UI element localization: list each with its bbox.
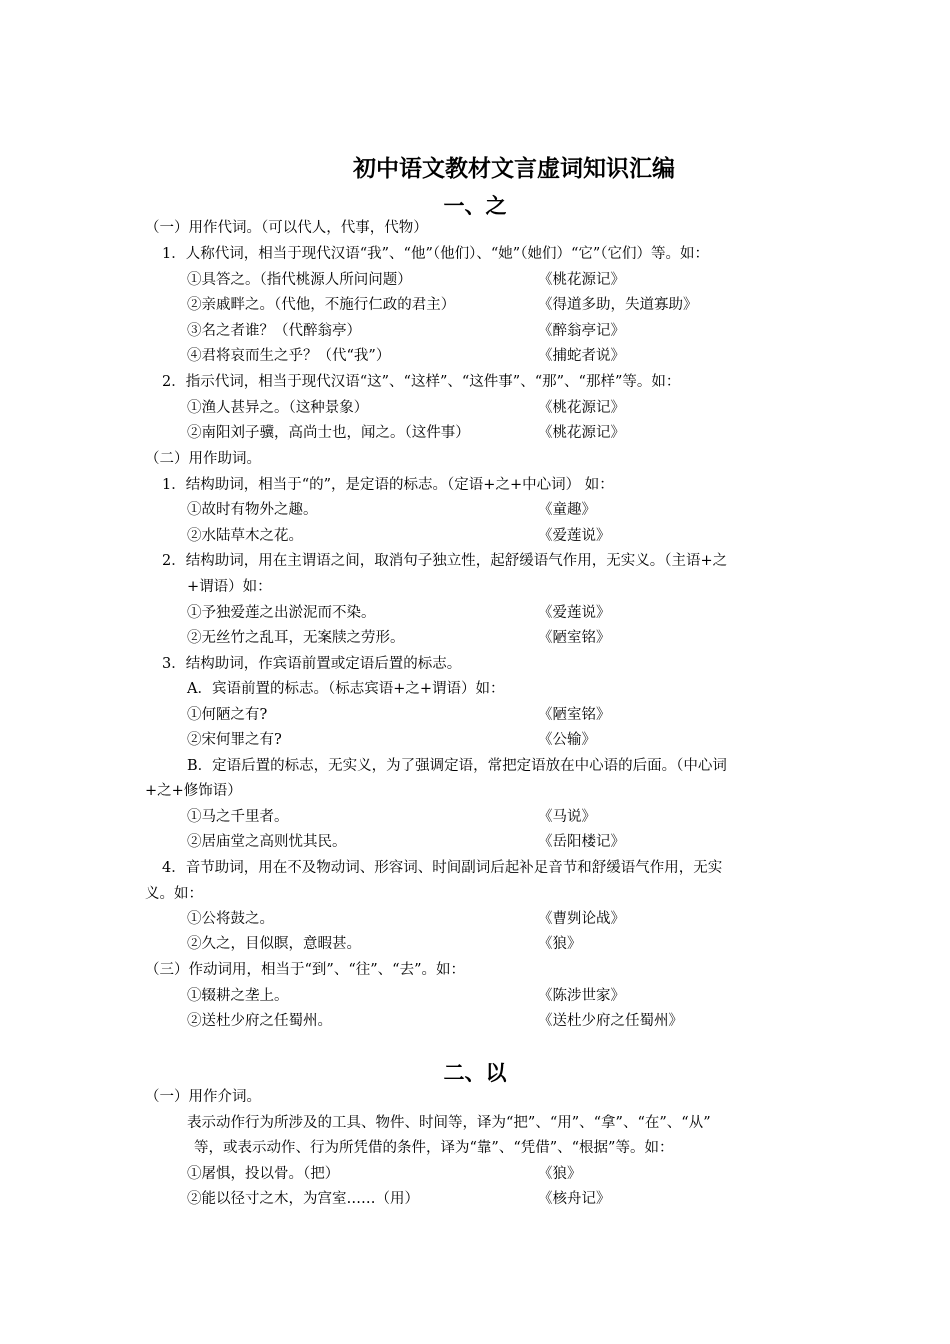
rule-text-continued: 义。如： bbox=[145, 886, 203, 902]
example-source: 《马说》 bbox=[538, 809, 596, 825]
rule-text-continued: +之+修饰语） bbox=[145, 783, 242, 799]
example-text: ①具答之。（指代桃源人所问问题） bbox=[187, 272, 412, 288]
rule-text: 4．音节助词，用在不及物动词、形容词、时间副词后起补足音节和舒缓语气作用，无实 bbox=[162, 860, 723, 876]
rule-text-continued: +谓语）如： bbox=[187, 579, 272, 595]
example-text: ①屠惧，投以骨。（把） bbox=[187, 1166, 340, 1182]
rule-text: 1．结构助词，相当于“的”，是定语的标志。（定语+之+中心词） 如： bbox=[162, 477, 614, 493]
example-source: 《得道多助，失道寡助》 bbox=[538, 297, 698, 313]
example-text: ②居庙堂之高则忧其民。 bbox=[187, 834, 347, 850]
example-text: ②水陆草木之花。 bbox=[187, 528, 303, 544]
example-source: 《陋室铭》 bbox=[538, 630, 611, 646]
example-text: ②亲戚畔之。（代他，不施行仁政的君主） bbox=[187, 297, 456, 313]
example-text: ②送杜少府之任蜀州。 bbox=[187, 1013, 332, 1029]
example-text: ②能以径寸之木，为宫室……（用） bbox=[187, 1191, 419, 1207]
example-text: ②南阳刘子骥，高尚士也，闻之。（这件事） bbox=[187, 425, 470, 441]
example-text: ①何陋之有? bbox=[187, 707, 268, 723]
subsection-heading: （一）用作代词。（可以代人，代事，代物） bbox=[145, 220, 428, 236]
example-source: 《曹刿论战》 bbox=[538, 911, 625, 927]
example-source: 《狼》 bbox=[538, 936, 582, 952]
example-source: 《醉翁亭记》 bbox=[538, 323, 625, 339]
example-text: ①公将鼓之。 bbox=[187, 911, 274, 927]
example-source: 《爱莲说》 bbox=[538, 605, 611, 621]
section-heading-yi: 二、以 bbox=[443, 1061, 507, 1085]
rule-text: 表示动作行为所涉及的工具、物件、时间等，译为“把”、“用”、“拿”、“在”、“从” bbox=[187, 1115, 711, 1131]
example-source: 《核舟记》 bbox=[538, 1191, 611, 1207]
example-text: ④君将哀而生之乎？（代“我”） bbox=[187, 348, 391, 364]
example-text: ①予独爱莲之出淤泥而不染。 bbox=[187, 605, 376, 621]
example-source: 《岳阳楼记》 bbox=[538, 834, 625, 850]
example-text: ②宋何罪之有? bbox=[187, 732, 282, 748]
rule-text: 3．结构助词，作宾语前置或定语后置的标志。 bbox=[162, 656, 462, 672]
example-text: ①辍耕之垄上。 bbox=[187, 988, 289, 1004]
example-text: ①故时有物外之趣。 bbox=[187, 502, 318, 518]
rule-text: A．宾语前置的标志。（标志宾语+之+谓语）如： bbox=[187, 681, 505, 697]
example-source: 《陋室铭》 bbox=[538, 707, 611, 723]
subsection-heading: （三）作动词用，相当于“到”、“往”、“去”。如： bbox=[145, 962, 465, 978]
example-text: ①马之千里者。 bbox=[187, 809, 289, 825]
example-source: 《童趣》 bbox=[538, 502, 596, 518]
example-source: 《狼》 bbox=[538, 1166, 582, 1182]
example-source: 《送杜少府之任蜀州》 bbox=[538, 1013, 683, 1029]
example-source: 《爱莲说》 bbox=[538, 528, 611, 544]
example-text: ②无丝竹之乱耳，无案牍之劳形。 bbox=[187, 630, 405, 646]
section-heading-zhi: 一、之 bbox=[443, 194, 507, 218]
example-source: 《桃花源记》 bbox=[538, 425, 625, 441]
example-source: 《陈涉世家》 bbox=[538, 988, 625, 1004]
page-title: 初中语文教材文言虚词知识汇编 bbox=[353, 156, 675, 182]
example-text: ②久之，目似瞑，意暇甚。 bbox=[187, 936, 361, 952]
subsection-heading: （二）用作助词。 bbox=[145, 451, 261, 467]
example-source: 《捕蛇者说》 bbox=[538, 348, 625, 364]
example-text: ①渔人甚异之。（这种景象） bbox=[187, 400, 369, 416]
rule-text-continued: 等，或表示动作、行为所凭借的条件，译为“靠”、“凭借”、“根据”等。如： bbox=[194, 1140, 674, 1156]
example-text: ③名之者谁？（代醉翁亭） bbox=[187, 323, 361, 339]
rule-text: B．定语后置的标志，无实义，为了强调定语，常把定语放在中心语的后面。（中心词 bbox=[187, 758, 727, 774]
example-source: 《公输》 bbox=[538, 732, 596, 748]
rule-text: 2．指示代词，相当于现代汉语“这”、“这样”、“这件事”、“那”、“那样”等。如： bbox=[162, 374, 681, 390]
example-source: 《桃花源记》 bbox=[538, 400, 625, 416]
rule-text: 2．结构助词，用在主谓语之间，取消句子独立性，起舒缓语气作用，无实义。（主语+之 bbox=[162, 553, 728, 569]
subsection-heading: （一）用作介词。 bbox=[145, 1089, 261, 1105]
rule-text: 1．人称代词，相当于现代汉语“我”、“他”（他们）、“她”（她们）“它”（它们）等。如： bbox=[162, 246, 710, 262]
example-source: 《桃花源记》 bbox=[538, 272, 625, 288]
